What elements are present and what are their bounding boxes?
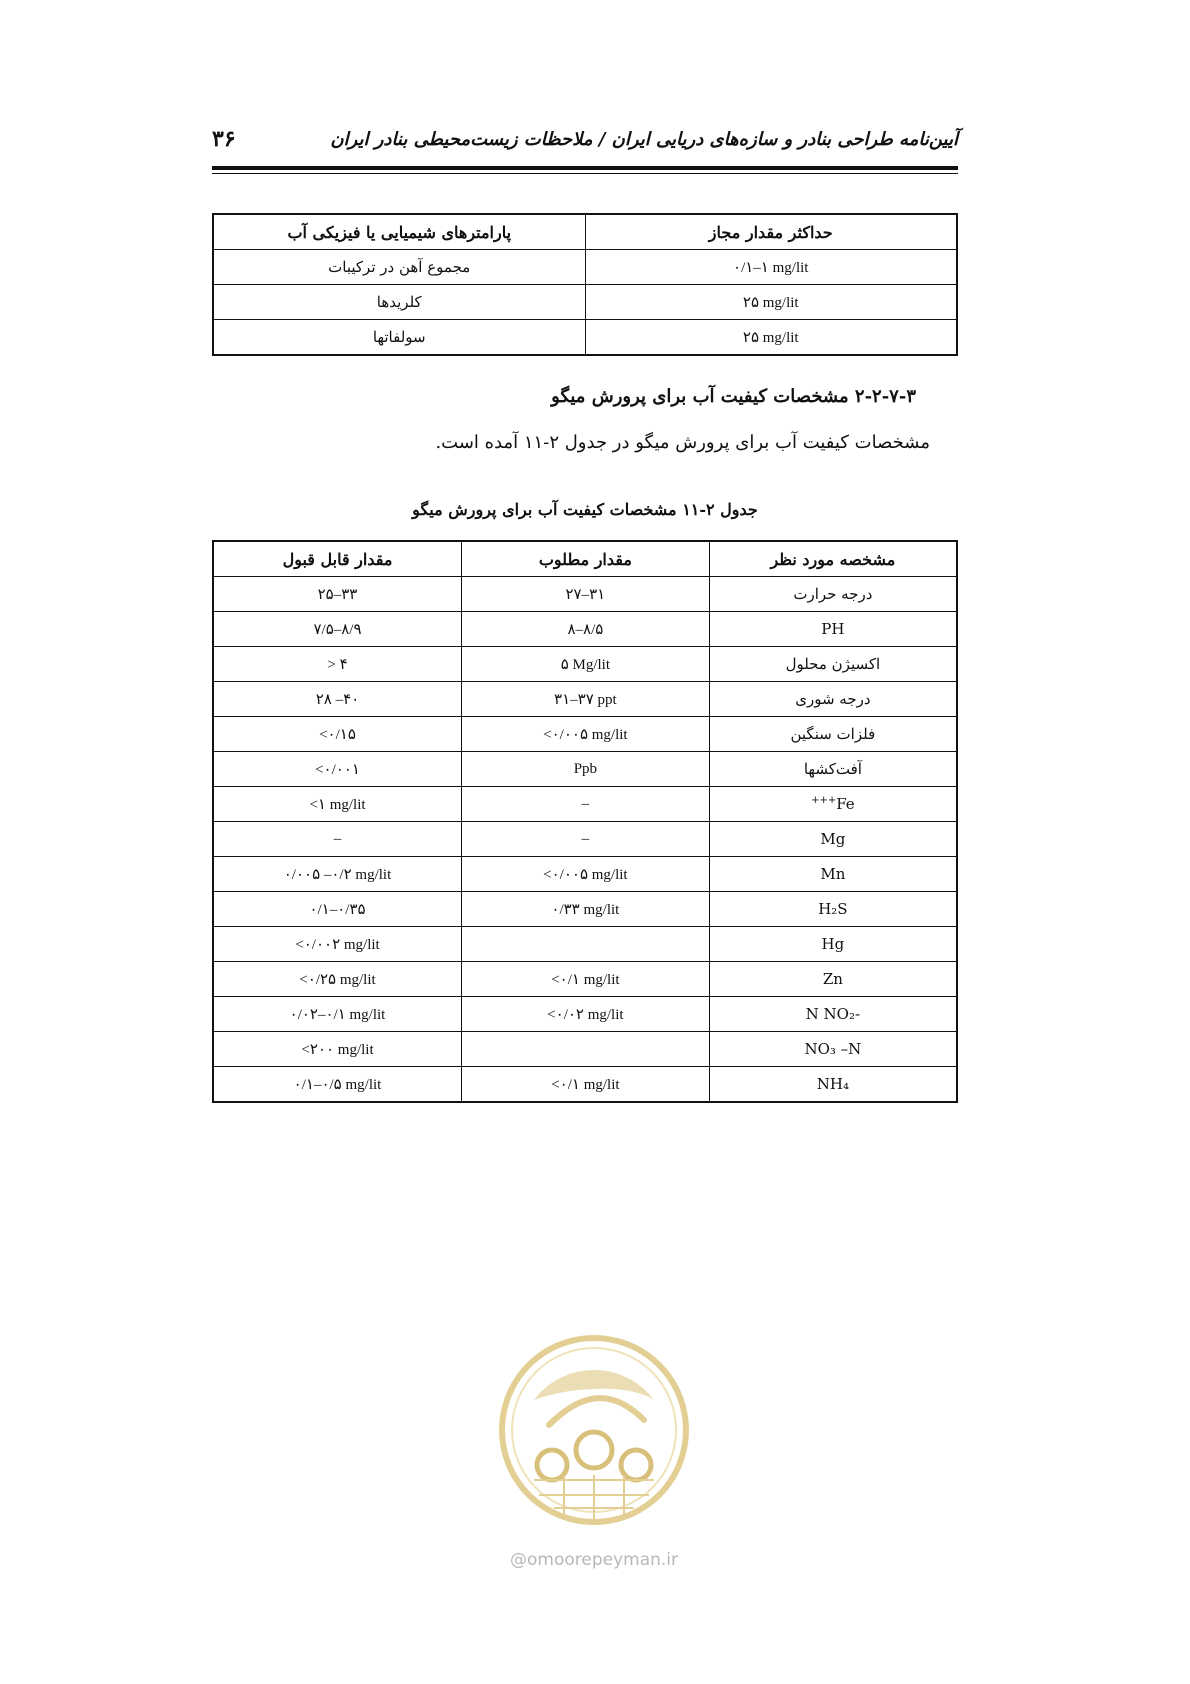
desired-value-cell: ۳۱–۳۷ ppt — [462, 682, 710, 717]
parameter-label: درجه حرارت — [793, 585, 873, 603]
table-row — [213, 857, 957, 892]
table-row — [213, 1067, 957, 1103]
table-header-row — [213, 214, 957, 250]
body-paragraph: مشخصات کیفیت آب برای پرورش میگو در جدول ۲-۱۱ آمده است. — [435, 432, 930, 453]
table-row — [213, 250, 957, 285]
parameter-cell — [709, 927, 957, 962]
acceptable-value-cell: ۰/۱–۰/۳۵ — [213, 892, 462, 927]
max-allowed-cell: ۰/۱–۱ mg/lit — [585, 250, 957, 285]
acceptable-value-cell: <۰/۰۰۲ mg/lit — [213, 927, 462, 962]
parameter-label: Mn — [820, 865, 846, 883]
parameter-label: اکسیژن محلول — [785, 655, 881, 673]
parameter-cell — [709, 647, 957, 682]
acceptable-value-cell: <۱ mg/lit — [213, 787, 462, 822]
parameter-cell: سولفاتها — [213, 320, 585, 356]
desired-value-cell: <۰/۰۰۵ mg/lit — [462, 717, 710, 752]
parameter-cell — [709, 787, 957, 822]
parameter-label: H₂S — [818, 900, 848, 918]
table-row — [213, 892, 957, 927]
column-header: مقدار مطلوب — [462, 541, 710, 577]
acceptable-value-cell: ۲۵–۳۳ — [213, 577, 462, 612]
acceptable-value-cell: ۰/۱–۰/۵ mg/lit — [213, 1067, 462, 1103]
table-row — [213, 717, 957, 752]
acceptable-value-cell: – — [213, 822, 462, 857]
parameter-cell — [709, 682, 957, 717]
parameter-label: Hg — [821, 935, 845, 953]
parameter-label: Zn — [822, 970, 843, 988]
column-header: مشخصه مورد نظر — [709, 541, 957, 577]
desired-value-cell: ۵ Mg/lit — [462, 647, 710, 682]
max-allowed-cell: ۲۵ mg/lit — [585, 285, 957, 320]
watermark-logo — [494, 1330, 694, 1530]
parameter-cell — [709, 892, 957, 927]
shrimp-water-quality-table — [212, 540, 958, 1103]
table-row — [213, 962, 957, 997]
acceptable-value-cell: <۰/۰۰۱ — [213, 752, 462, 787]
column-header: مقدار قابل قبول — [213, 541, 462, 577]
table-row — [213, 647, 957, 682]
parameter-label: -N NO₂ — [805, 1005, 861, 1023]
parameter-cell — [709, 962, 957, 997]
table-row — [213, 682, 957, 717]
parameter-cell — [709, 997, 957, 1032]
parameter-cell: کلریدها — [213, 285, 585, 320]
table-row — [213, 612, 957, 647]
parameter-label: NH₄ — [816, 1075, 849, 1093]
max-allowed-cell: ۲۵ mg/lit — [585, 320, 957, 356]
acceptable-value-cell: <۰/۱۵ — [213, 717, 462, 752]
desired-value-cell: <۰/۱ mg/lit — [462, 1067, 710, 1103]
desired-value-cell: – — [462, 822, 710, 857]
table-row — [213, 577, 957, 612]
desired-value-cell: <۰/۱ mg/lit — [462, 962, 710, 997]
desired-value-cell: Ppb — [462, 752, 710, 787]
parameter-cell — [709, 1032, 957, 1067]
table-row — [213, 1032, 957, 1067]
parameter-superscript: +++ — [811, 795, 837, 806]
watermark-url: @omoorepeyman.ir — [509, 1550, 679, 1570]
table-caption: جدول ۲-۱۱ مشخصات کیفیت آب برای پرورش میگو — [412, 500, 758, 519]
header-rule-thin — [212, 173, 958, 174]
desired-value-cell — [462, 927, 710, 962]
acceptable-value-cell: ۰/۰۲–۰/۱ mg/lit — [213, 997, 462, 1032]
section-heading: ۲-۲-۷-۳ مشخصات کیفیت آب برای پرورش میگو — [551, 386, 916, 407]
table-header-row — [213, 541, 957, 577]
parameter-label: آفت‌کشها — [803, 760, 862, 778]
acceptable-value-cell: > ۴ — [213, 647, 462, 682]
table-row — [213, 822, 957, 857]
desired-value-cell: <۰/۰۰۵ mg/lit — [462, 857, 710, 892]
desired-value-cell — [462, 1032, 710, 1067]
parameter-label: PH — [821, 620, 845, 638]
parameter-label: درجه شوری — [795, 690, 871, 708]
desired-value-cell: – — [462, 787, 710, 822]
acceptable-value-cell: ۲۸ –۴۰ — [213, 682, 462, 717]
acceptable-value-cell: <۲۰۰ mg/lit — [213, 1032, 462, 1067]
desired-value-cell: ۲۷–۳۱ — [462, 577, 710, 612]
table-row — [213, 285, 957, 320]
desired-value-cell: <۰/۰۲ mg/lit — [462, 997, 710, 1032]
running-header — [212, 126, 958, 152]
parameter-cell — [709, 1067, 957, 1103]
column-header: حداکثر مقدار مجاز — [585, 214, 957, 250]
acceptable-value-cell: ۰/۰۰۵ –۰/۲ mg/lit — [213, 857, 462, 892]
desired-value-cell: ۸–۸/۵ — [462, 612, 710, 647]
parameter-label: Fe — [836, 795, 855, 813]
acceptable-value-cell: ۷/۵–۸/۹ — [213, 612, 462, 647]
table-row — [213, 752, 957, 787]
parameter-cell — [709, 752, 957, 787]
parameter-label: فلزات سنگین — [790, 725, 876, 743]
parameter-label: NO₃ –N — [804, 1040, 862, 1058]
parameters-table — [212, 213, 958, 356]
table-row — [213, 320, 957, 356]
header-title: آیین‌نامه طراحی بنادر و سازه‌های دریایی ایران / ملاحظات زیست‌محیطی بنادر ایران — [330, 128, 958, 150]
parameter-cell — [709, 577, 957, 612]
table-row — [213, 997, 957, 1032]
table-row — [213, 927, 957, 962]
acceptable-value-cell: <۰/۲۵ mg/lit — [213, 962, 462, 997]
column-header: پارامترهای شیمیایی یا فیزیکی آب — [213, 214, 585, 250]
parameter-cell — [709, 717, 957, 752]
parameter-cell — [709, 822, 957, 857]
table-row — [213, 787, 957, 822]
parameter-cell: مجموع آهن در ترکیبات — [213, 250, 585, 285]
desired-value-cell: ۰/۳۳ mg/lit — [462, 892, 710, 927]
page-number: ۳۶ — [212, 126, 236, 152]
header-rule-thick — [212, 166, 958, 170]
parameter-cell — [709, 857, 957, 892]
parameter-label: Mg — [820, 830, 846, 848]
parameter-cell — [709, 612, 957, 647]
